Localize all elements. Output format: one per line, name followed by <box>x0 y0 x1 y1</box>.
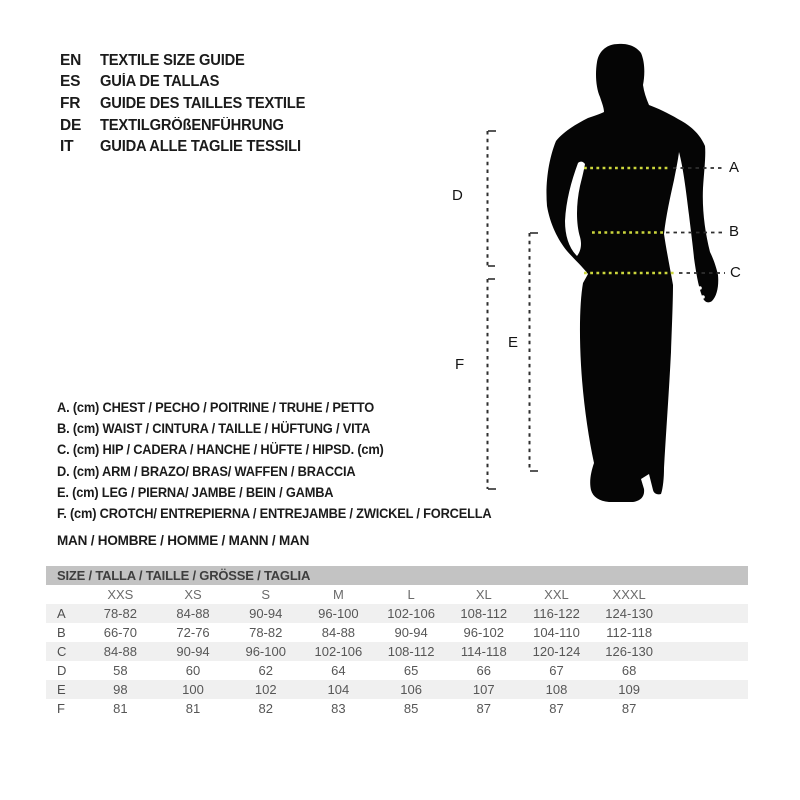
legend-line-text: F. (cm) CROTCH/ ENTREPIERNA / ENTREJAMBE / ZWICKEL / FORCELLA <box>57 505 492 521</box>
size-value-cell: 102-106 <box>314 644 363 659</box>
table-title-bar: SIZE / TALLA / TAILLE / GRÖSSE / TAGLIA <box>46 566 748 585</box>
language-title-list <box>60 50 316 158</box>
table-row <box>46 604 748 623</box>
legend-line-text: E. (cm) LEG / PIERNA/ JAMBE / BEIN / GAMBA <box>57 484 334 500</box>
guide-title-text: TEXTILE SIZE GUIDE <box>100 51 245 69</box>
marker-label-crotch: F <box>455 356 465 373</box>
language-row <box>60 115 316 137</box>
size-value-cell: 112-118 <box>606 625 653 640</box>
marker-label-waist: B <box>729 223 740 240</box>
size-value-cell: 60 <box>185 663 201 678</box>
language-row <box>60 136 316 158</box>
size-value-cell: 107 <box>472 682 495 697</box>
size-value-cell: 58 <box>113 663 128 678</box>
size-value-cell: 106 <box>400 682 422 697</box>
size-value-cell: 126-130 <box>605 644 654 659</box>
size-column-header: M <box>302 585 375 604</box>
size-value-cell: 109 <box>618 682 640 697</box>
size-column-header: XL <box>447 585 520 604</box>
language-row <box>60 72 316 94</box>
legend-line-text: B. (cm) WAIST / CINTURA / TAILLE / HÜFTUNG / VITA <box>57 421 371 437</box>
guide-title-text: GUIDE DES TAILLES TEXTILE <box>100 94 306 112</box>
size-value-cell: 100 <box>182 682 204 697</box>
size-value-cell: 87 <box>549 701 564 716</box>
guide-title <box>100 95 316 113</box>
size-table <box>46 566 748 718</box>
legend-line-text: D. (cm) ARM / BRAZO/ BRAS/ WAFFEN / BRACCIA <box>57 463 356 479</box>
size-value-cell: 78-82 <box>103 606 137 621</box>
row-label: B <box>57 625 66 640</box>
finger-notch-icon <box>701 295 705 299</box>
size-value-cell: 82 <box>258 701 273 716</box>
marker-label-hip: C <box>730 264 741 281</box>
table-row <box>46 661 748 680</box>
language-code: DE <box>60 116 82 134</box>
marker-label-arm: D <box>452 187 463 204</box>
measurement-legend <box>57 400 514 527</box>
size-value-cell: 84-88 <box>176 606 210 621</box>
size-header-spacer <box>46 585 84 604</box>
guide-title-text: TEXTILGRÖßENFÜHRUNG <box>100 116 284 134</box>
row-filler <box>666 680 749 699</box>
size-value-cell: 114-118 <box>460 644 507 659</box>
size-value-cell: 84-88 <box>321 625 356 640</box>
size-value-cell: 104-110 <box>533 625 580 640</box>
size-value-cell: 87 <box>476 701 492 716</box>
language-row <box>60 50 316 72</box>
size-value-cell: 81 <box>185 701 201 716</box>
size-value-cell: 68 <box>621 663 637 678</box>
legend-line-text: C. (cm) HIP / CADERA / HANCHE / HÜFTE / HIPSD. (cm) <box>57 442 384 458</box>
legend-line <box>57 464 514 485</box>
size-value-cell: 96-100 <box>318 606 359 621</box>
size-value-cell: 96-100 <box>245 644 286 659</box>
size-value-cell: 120-124 <box>532 644 581 659</box>
size-column-header: XS <box>157 585 230 604</box>
size-value-cell: 84-88 <box>103 644 137 659</box>
marker-label-chest: A <box>729 159 740 176</box>
size-value-cell: 90-94 <box>249 606 283 621</box>
size-value-cell: 108-112 <box>460 606 508 621</box>
legend-line <box>57 506 514 527</box>
legend-line <box>57 442 514 463</box>
row-label: A <box>57 606 66 621</box>
guide-title <box>100 52 252 70</box>
size-column-header: XXS <box>84 585 157 604</box>
size-value-cell: 90-94 <box>176 644 210 659</box>
size-value-cell: 98 <box>113 682 128 697</box>
guide-title-text: GUÍA DE TALLAS <box>100 73 220 91</box>
size-value-cell: 85 <box>403 701 419 716</box>
row-label: C <box>57 644 67 659</box>
size-header-filler <box>666 585 749 604</box>
size-value-cell: 124-130 <box>605 606 654 621</box>
size-value-cell: 90-94 <box>394 625 428 640</box>
guide-title <box>100 73 226 91</box>
size-value-cell: 87 <box>621 701 637 716</box>
row-filler <box>666 623 749 642</box>
size-value-cell: 64 <box>331 663 346 678</box>
row-filler <box>666 604 749 623</box>
row-label: E <box>57 682 66 697</box>
size-header-row <box>46 585 748 604</box>
size-value-cell: 96-102 <box>463 625 505 640</box>
row-label: F <box>57 701 65 716</box>
size-column-header: L <box>375 585 448 604</box>
row-filler <box>666 642 749 661</box>
table-row <box>46 623 748 642</box>
size-value-cell: 78-82 <box>249 625 283 640</box>
row-filler <box>666 661 749 680</box>
legend-line <box>57 485 514 506</box>
size-value-cell: 72-76 <box>176 625 210 640</box>
size-value-cell: 66 <box>476 663 492 678</box>
size-value-cell: 102-106 <box>387 606 435 621</box>
size-value-cell: 108 <box>545 682 568 697</box>
table-row <box>46 699 748 718</box>
size-value-cell: 66-70 <box>103 625 137 640</box>
guide-title-text: GUIDA ALLE TAGLIE TESSILI <box>100 138 301 156</box>
size-table-body <box>46 604 748 718</box>
size-value-cell: 108-112 <box>387 644 435 659</box>
language-code: ES <box>60 73 81 91</box>
size-value-cell: 116-122 <box>533 606 580 621</box>
table-row <box>46 642 748 661</box>
language-row <box>60 93 316 115</box>
row-filler <box>666 699 749 718</box>
gender-heading: MAN / HOMBRE / HOMME / MANN / MAN <box>57 533 310 548</box>
legend-line-text: A. (cm) CHEST / PECHO / POITRINE / TRUHE / PETTO <box>57 400 375 415</box>
size-column-header: XXL <box>520 585 593 604</box>
table-row <box>46 680 748 699</box>
size-value-cell: 65 <box>403 663 419 678</box>
language-code: FR <box>60 94 81 112</box>
row-label: D <box>57 663 67 678</box>
size-value-cell: 62 <box>258 663 273 678</box>
size-value-cell: 102 <box>254 682 277 697</box>
size-value-cell: 104 <box>327 682 350 697</box>
size-value-cell: 81 <box>113 701 128 716</box>
size-table-grid <box>46 585 748 718</box>
guide-title <box>100 117 293 135</box>
size-column-header: S <box>229 585 302 604</box>
language-code: EN <box>60 51 82 69</box>
size-value-cell: 67 <box>549 663 564 678</box>
legend-line <box>57 400 514 421</box>
man-silhouette <box>546 44 718 502</box>
language-code: IT <box>60 138 74 156</box>
size-value-cell: 83 <box>331 701 346 716</box>
size-column-header: XXXL <box>593 585 666 604</box>
finger-notch-icon <box>698 286 702 290</box>
legend-line <box>57 421 514 442</box>
guide-title <box>100 138 311 156</box>
marker-label-leg: E <box>508 334 519 351</box>
